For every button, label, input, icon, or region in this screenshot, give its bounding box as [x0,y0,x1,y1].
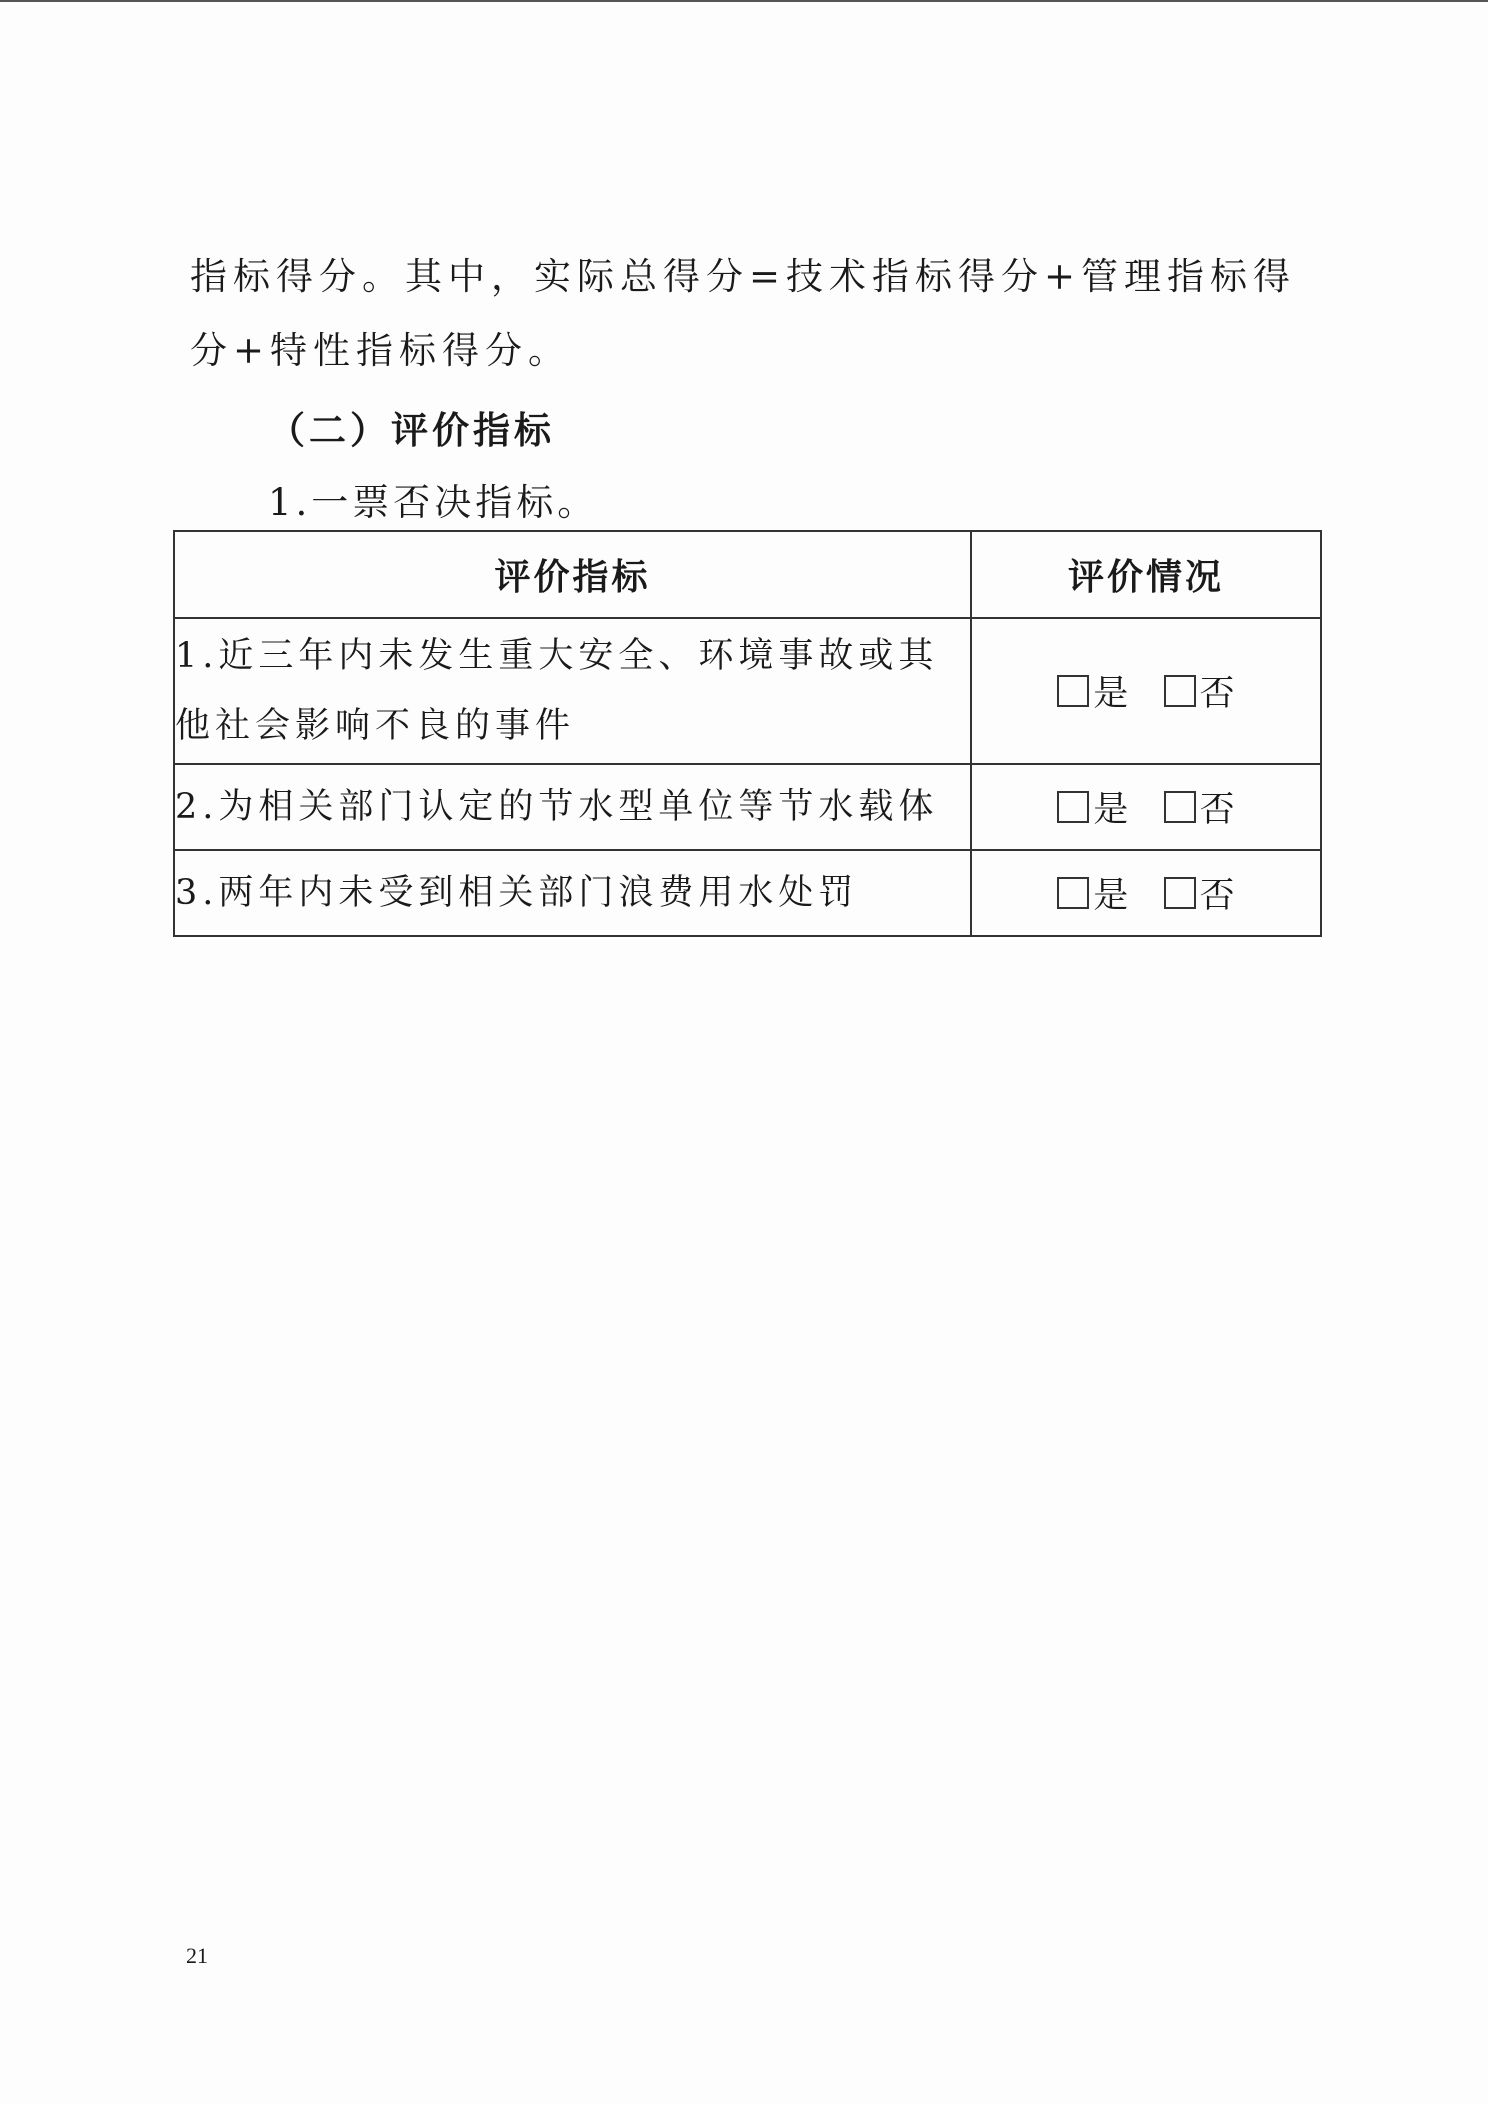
section-heading: （二）评价指标 [268,409,555,452]
top-border-line [0,0,1488,2]
no-label: 否 [1199,674,1235,714]
checkbox-yes[interactable] [1057,877,1089,909]
table-row [174,764,1321,850]
situation-cell [971,850,1321,936]
yes-label: 是 [1093,790,1129,830]
header-situation: 评价情况 [971,531,1321,618]
indicator-cell: 1.近三年内未发生重大安全、环境事故或其他社会影响不良的事件 [174,618,971,764]
header-indicator: 评价指标 [174,531,971,618]
no-label: 否 [1199,876,1235,916]
no-option[interactable] [1164,868,1235,918]
checkbox-yes[interactable] [1057,791,1089,823]
no-option[interactable] [1164,666,1235,716]
no-label: 否 [1199,790,1235,830]
situation-cell [971,618,1321,764]
checkbox-no[interactable] [1164,675,1196,707]
yes-label: 是 [1093,876,1129,916]
checkbox-yes[interactable] [1057,675,1089,707]
sub-heading: 1.一票否决指标。 [268,481,599,524]
indicator-cell: 2.为相关部门认定的节水型单位等节水载体 [174,764,971,850]
yes-option[interactable] [1057,868,1128,918]
evaluation-table [173,530,1322,937]
yes-label: 是 [1093,674,1129,714]
table-row [174,618,1321,764]
no-option[interactable] [1164,782,1235,832]
indicator-cell: 3.两年内未受到相关部门浪费用水处罚 [174,850,971,936]
table-header-row [174,531,1321,618]
yes-option[interactable] [1057,782,1128,832]
table-row [174,850,1321,936]
checkbox-no[interactable] [1164,877,1196,909]
situation-cell [971,764,1321,850]
page-number: 21 [186,1943,208,1968]
yes-option[interactable] [1057,666,1128,716]
body-paragraph: 指标得分。其中，实际总得分=技术指标得分+管理指标得分+特性指标得分。 [190,255,1297,372]
checkbox-no[interactable] [1164,791,1196,823]
